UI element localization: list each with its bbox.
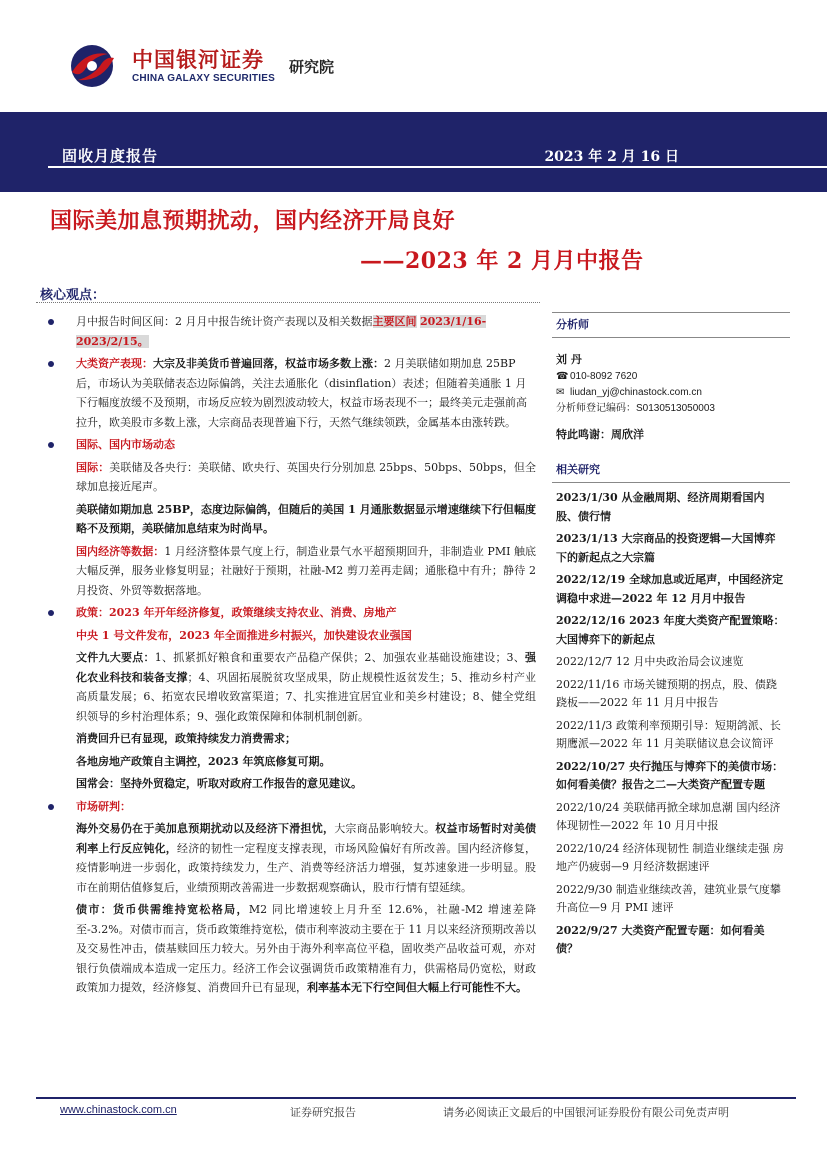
paragraph: [46, 819, 536, 897]
item-lead: 国内经济等数据：: [76, 544, 165, 558]
paragraph: [46, 458, 536, 497]
paragraph: 国常会：坚持外贸稳定，听取对政府工作报告的意见建议。: [76, 777, 362, 790]
item-lead: 市场研判：: [76, 799, 131, 813]
paragraph-text: 美联储及各央行：美联储、欧央行、英国央行分别加息 25bps、50bps、50bps，但全球加息接近尾声。: [76, 460, 537, 493]
related-research-item[interactable]: 2022/10/24 美联储再掀全球加息潮 国内经济体现韧性—2022 年 10 月月中报: [556, 800, 781, 832]
item-bold: 权益市场暂时对美债利率上行反应钝化，: [76, 822, 537, 855]
related-research-item[interactable]: 2023/1/30 从金融周期、经济周期看国内股、债行情: [556, 491, 765, 523]
related-research-heading: 相关研究: [552, 458, 790, 483]
paragraph: 中央 1 号文件发布，2023 年全面推进乡村振兴，加快建设农业强国: [76, 628, 412, 642]
analyst-heading: 分析师: [552, 313, 790, 338]
phone-number: 010-8092 7620: [570, 371, 638, 382]
bullet-icon: [48, 442, 54, 448]
galaxy-logo-icon: [68, 42, 120, 90]
footer-divider: [36, 1097, 796, 1099]
paragraph: 各地房地产政策自主调控，2023 年筑底修复可期。: [76, 754, 331, 768]
disclaimer-note: 请务必阅读正文最后的中国银河证券股份有限公司免责声明: [443, 1106, 729, 1119]
item-lead: 国际：: [76, 460, 110, 474]
paragraph-text: 经济的韧性一定程度支撑表现，市场风险偏好有所改善。国内经济修复，疫情影响进一步弱化，政策持续发力，生产、消费等经济活力增强，复苏速象进一步明显。股市在前期估值修复后，业绩预期改善需进一步数据观察确认，股市行情有望延续。: [76, 841, 537, 894]
logo-chinese-name: 中国银河证券: [132, 48, 264, 72]
item-bold: 债市：货币供需维持宽松格局，: [76, 903, 249, 916]
mail-icon: ✉: [556, 387, 565, 398]
bullet-icon: [48, 319, 54, 325]
bullet-icon: [48, 610, 54, 616]
analyst-phone: [552, 369, 790, 385]
bullet-icon: [48, 804, 54, 810]
paragraph-text: 1 月经济整体景气度上行，制造业景气水平超预期回升，非制造业 PMI 触底大幅反弹，服务业修复明显；社融好于预期，社融-M2 剪刀差再走阔；通胀稳中有升；静待 2 月投资、外贸等数据落地。: [76, 544, 537, 597]
paragraph: [46, 900, 536, 998]
item-lead: 政策：2023 年开年经济修复，政策继续支持农业、消费、房地产: [76, 606, 397, 619]
item-bold: 文件九大要点：: [76, 651, 155, 664]
banner-divider: [48, 166, 827, 168]
paragraph: [46, 648, 536, 726]
logo-english-name: CHINA GALAXY SECURITIES: [132, 73, 275, 84]
related-research-item[interactable]: 2023/1/13 大宗商品的投资逻辑—大国博弈下的新起点之大宗篇: [556, 532, 776, 564]
related-research-item[interactable]: 2022/9/30 制造业继续改善，建筑业景气度攀升高位—9 月 PMI 速评: [556, 882, 781, 914]
related-research-list: [552, 489, 790, 959]
paragraph-text: 月中报告时间区间：2 月月中报告统计资产表现以及相关数据: [76, 315, 373, 328]
report-banner: [0, 112, 827, 192]
core-views-body: [46, 312, 536, 1001]
core-views-heading: 核心观点：: [40, 288, 106, 303]
report-type: 固收月度报告: [62, 147, 159, 165]
related-research-item[interactable]: 2022/10/24 经济体现韧性 制造业继续走强 房地产仍疲弱—9 月经济数据速评: [556, 841, 784, 873]
report-date: 2023 年 2 月 16 日: [544, 149, 679, 165]
analyst-license: 分析师登记编码：S0130513050003: [556, 403, 715, 414]
related-research-item[interactable]: 2022/11/16 市场关键预期的拐点，股、债跷跷板——2022 年 11 月月中报告: [556, 677, 777, 709]
report-subtitle: ——2023 年 2 月月中报告: [360, 248, 644, 274]
bullet-icon: [48, 361, 54, 367]
list-item: [46, 354, 536, 432]
item-bold: 大宗及非美货币普遍回落，权益市场多数上涨：: [153, 357, 384, 370]
paragraph-text: 2 月美联储如期加息 25BP 后，市场认为美联储表态边际偏鸽，关注去通胀化（disinflation）表述；但随着美通胀 1 月下行幅度放缓不及预期，市场反应较为剧烈波动较大，权益市场表现不一；最终美元走强前高拉升，欧美股市多数上涨，大宗商品表现普遍下行，天然气继续领跌，金属基本由涨转跌。: [76, 357, 527, 429]
paragraph: 消费回升已有显现，政策持续发力消费需求；: [76, 732, 296, 745]
document-type: 证券研究报告: [290, 1106, 356, 1119]
related-research-item[interactable]: 2022/12/7 12 月中央政治局会议速览: [556, 655, 744, 668]
list-item: [46, 797, 536, 817]
item-lead: 国际、国内市场动态: [76, 438, 175, 451]
email-address[interactable]: liudan_yj@chinastock.com.cn: [570, 387, 702, 398]
paragraph: 美联储如期加息 25BP，态度边际偏鸽，但随后的美国 1 月通胀数据显示增速继续下行但幅度略不及预期，美联储加息结束为时尚早。: [76, 502, 536, 535]
acknowledgement: 特此鸣谢：周欣洋: [556, 428, 644, 441]
item-lead: 大类资产表现：: [76, 357, 153, 370]
page-header: [0, 0, 827, 113]
analyst-email: [552, 385, 790, 401]
paragraph-text: ；4、巩固拓展脱贫攻坚成果，防止规模性返贫发生；5、推动乡村产业高质量发展；6、拓宽农民增收致富渠道；7、扎实推进宜居宜业和美乡村建设；8、健全党组织领导的乡村治理体系；9、强化政策保障和体制机制创新。: [76, 670, 537, 723]
report-title: 国际美加息预期扰动，国内经济开局良好: [50, 208, 456, 234]
company-logo: [60, 38, 360, 98]
related-research-item[interactable]: 2022/12/19 全球加息或近尾声，中国经济定调稳中求进—2022 年 12 月月中报告: [556, 573, 784, 605]
list-item: [46, 603, 536, 623]
item-bold: 利率基本无下行空间但大幅上行可能性不大。: [307, 981, 527, 994]
section-divider: [36, 302, 540, 303]
list-item: [46, 312, 536, 351]
highlight-text: 2023/1/16-2023/2/15。: [76, 315, 487, 348]
related-research-item[interactable]: 2022/10/27 央行抛压与博弈下的美债市场：如何看美债？报告之二—大类资产配置专题: [556, 759, 784, 791]
paragraph-text: 大宗商品影响较大。: [334, 822, 436, 835]
highlight-text: 主要区间: [372, 315, 417, 328]
item-bold: 海外交易仍在于美加息预期扰动以及经济下滑担忧，: [76, 822, 335, 835]
website-link[interactable]: www.chinastock.com.cn: [60, 1104, 177, 1116]
paragraph: [46, 542, 536, 601]
list-item: [46, 435, 536, 455]
related-research-item[interactable]: 2022/11/3 政策利率预期引导：短期鸽派、长期鹰派—2022 年 11 月美联储议息会议简评: [556, 718, 781, 750]
related-research-item[interactable]: 2022/9/27 大类资产配置专题：如何看美债？: [556, 923, 765, 955]
paragraph-text: M2 同比增速较上月升至 12.6%，社融-M2 增速差降至-3.2%。对债市而言，货币政策维持宽松，债市利率波动主要在于 11 月以来经济预期改善以及交易性冲击，债基赎回压力较大。另外由于海外利率高位平稳，固收类产品收益可观，亦对银行负债端成本造成一定压力。经济工作会议强调货币政策精准有力，供需格局仍宽松，财政政策加力提效，经济修复、消费回升已有显现，: [76, 903, 536, 994]
institute-name: 研究院: [289, 58, 335, 76]
analyst-name: 刘 丹: [556, 353, 582, 366]
paragraph-text: 1、抓紧抓好粮食和重要农产品稳产保供；2、加强农业基础设施建设；3、: [154, 651, 525, 664]
item-bold: 强化农业科技和装备支撑: [76, 651, 536, 684]
sidebar: [552, 312, 790, 963]
related-research-item[interactable]: 2022/12/16 2023 年度大类资产配置策略：大国博弈下的新起点: [556, 614, 785, 646]
phone-icon: ☎: [556, 371, 569, 382]
